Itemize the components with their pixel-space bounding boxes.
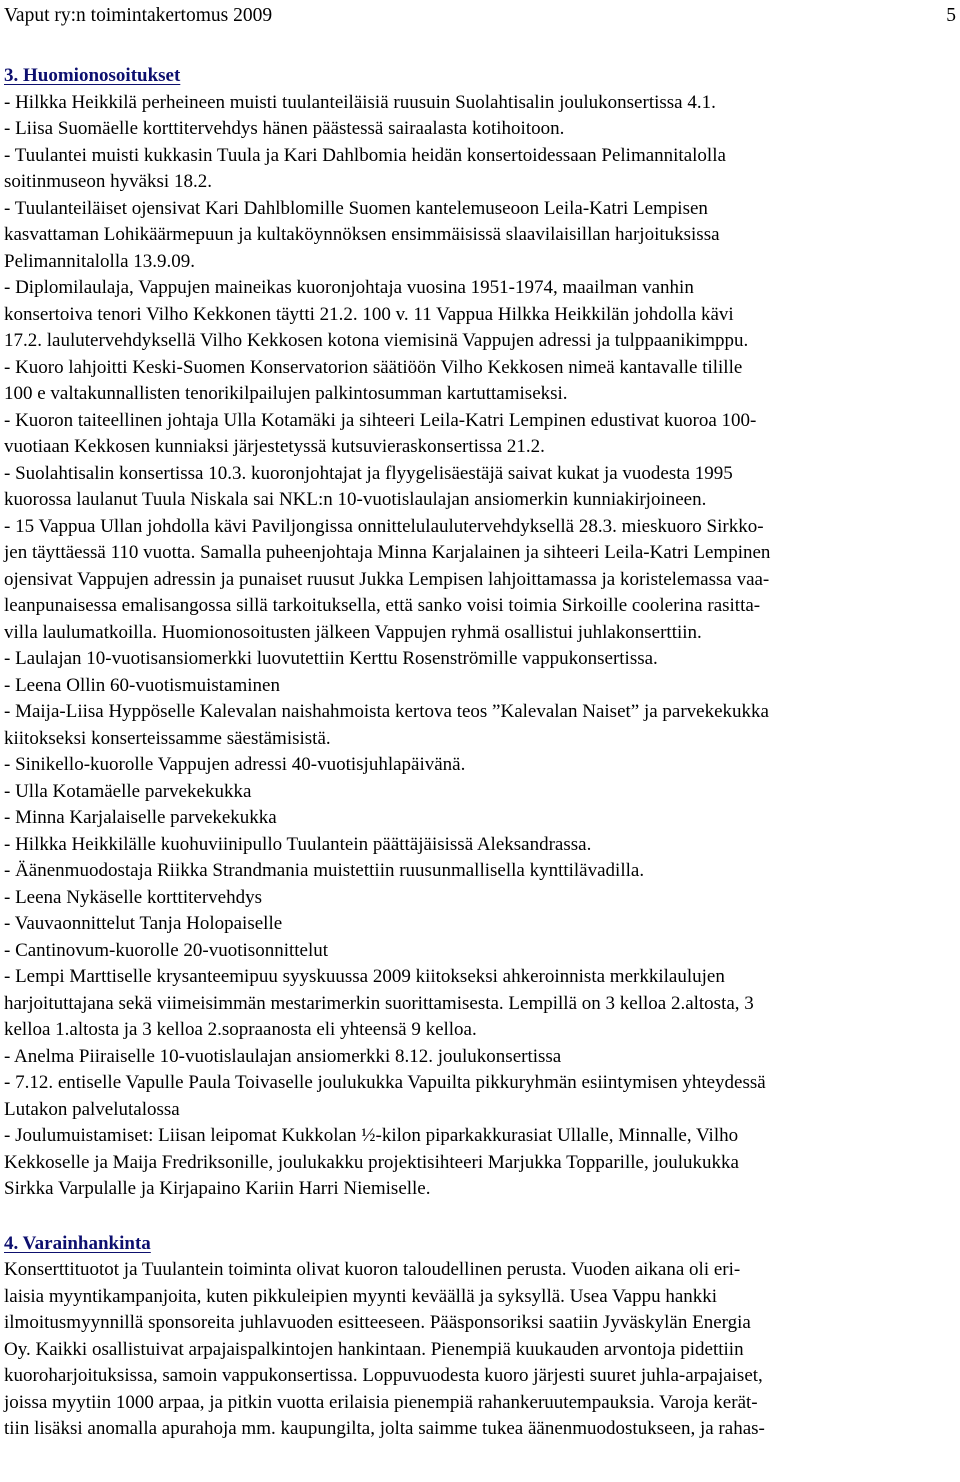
text-line: ojensivat Vappujen adressin ja punaiset ruusut Jukka Lempisen lahjoittamassa ja koristelemassa vaa- <box>4 568 770 590</box>
text-line: Oy. Kaikki osallistuivat arpajaispalkintojen hankintaan. Pienempiä kuukauden arvontoja pidettiin <box>4 1338 744 1360</box>
text-line: kiitokseksi konserteissamme säestämisistä. <box>4 727 331 749</box>
running-header <box>4 5 956 35</box>
document-body <box>4 63 958 1443</box>
text-line: soitinmuseon hyväksi 18.2. <box>4 171 212 192</box>
text-line: villa laulumatkoilla. Huomionosoitusten jälkeen Vappujen ryhmä osallistui juhlakonserttiin. <box>4 621 702 643</box>
text-line: - Hilkka Heikkilä perheineen muisti tuulanteiläisiä ruusuin Suolahtisalin joulukonsertissa 4.1. <box>4 91 716 113</box>
text-line: kuoroharjoituksissa, samoin vappukonsertissa. Loppuvuodesta kuoro järjesti suuret juhla-arpajaiset, <box>4 1365 763 1386</box>
section-huomionosoitukset <box>4 63 958 1203</box>
text-line: - 15 Vappua Ullan johdolla kävi Paviljongissa onnittelulaulutervehdyksellä 28.3. mieskuoro Sirkko- <box>4 515 764 537</box>
text-line: laisia myyntikampanjoita, kuten pikkuleipien myynti keväällä ja syksyllä. Usea Vappu hankki <box>4 1285 718 1307</box>
text-line: Kekkoselle ja Maija Fredriksonille, joulukakku projektisihteeri Marjukka Topparille, joulukukka <box>4 1151 739 1173</box>
text-line: - Diplomilaulaja, Vappujen maineikas kuoronjohtaja vuosina 1951-1974, maailman vanhin <box>4 277 694 298</box>
text-line: - Cantinovum-kuorolle 20-vuotisonnittelut <box>4 939 329 961</box>
text-line: - Lempi Marttiselle krysanteemipuu syyskuussa 2009 kiitokseksi ahkeroinnista merkkilaulujen <box>4 966 725 987</box>
text-line: - Leena Nykäselle korttitervehdys <box>4 886 262 908</box>
section-body <box>4 90 958 1203</box>
text-line: leanpunaisessa emalisangossa sillä tarkoituksella, että sanko voisi toimia Sirkoille coolerina rasitta- <box>4 595 761 616</box>
text-line: Konserttituotot ja Tuulantein toiminta olivat kuoron taloudellinen perusta. Vuoden aikana oli eri- <box>4 1259 741 1280</box>
text-line: ilmoitusmyynnillä sponsoreita juhlavuoden esitteeseen. Pääsponsoriksi saatiin Jyväskylän Energia <box>4 1312 751 1333</box>
text-line: - Ulla Kotamäelle parvekekukka <box>4 780 252 802</box>
text-line: jen täyttäessä 110 vuotta. Samalla puheenjohtaja Minna Karjalainen ja sihteeri Leila-Katri Lempinen <box>4 542 771 563</box>
text-line: konsertoiva tenori Vilho Kekkonen täytti 21.2. 100 v. 11 Vappua Hilkka Heikkilän johdolla kävi <box>4 303 734 325</box>
text-line: harjoituttajana sekä viimeisimmän mestarimerkin suorittamisesta. Lempillä on 3 kelloa 2.altosta, 3 <box>4 992 754 1014</box>
text-line: kelloa 1.altosta ja 3 kelloa 2.sopraanosta eli yhteensä 9 kelloa. <box>4 1019 477 1040</box>
text-line: - Äänenmuodostaja Riikka Strandmania muistettiin ruusunmallisella kynttilävadilla. <box>4 860 645 881</box>
text-line: - Joulumuistamiset: Liisan leipomat Kukkolan ½-kilon piparkakkurasiat Ullalle, Minnalle, Vilho <box>4 1125 739 1146</box>
section-heading: 3. Huomionosoitukset <box>4 65 181 86</box>
text-line: joissa myytiin 1000 arpaa, ja pitkin vuotta erilaisia pienempiä rahankeruutempauksia. Varoja kerät- <box>4 1391 758 1413</box>
text-line: - Leena Ollin 60-vuotismuistaminen <box>4 674 280 696</box>
section-spacer <box>4 1203 958 1231</box>
text-line: Pelimannitalolla 13.9.09. <box>4 250 196 272</box>
section-varainhankinta <box>4 1231 958 1443</box>
text-line: - Sinikello-kuorolle Vappujen adressi 40-vuotisjuhlapäivänä. <box>4 754 466 775</box>
section-heading: 4. Varainhankinta <box>4 1232 151 1254</box>
text-line: - Kuoron taiteellinen johtaja Ulla Kotamäki ja sihteeri Leila-Katri Lempinen edustivat kuoroa 100- <box>4 409 757 431</box>
text-line: - Tuulanteiläiset ojensivat Kari Dahlblomille Suomen kantelemuseoon Leila-Katri Lempisen <box>4 197 708 219</box>
text-line: - Anelma Piiraiselle 10-vuotislaulajan ansiomerkki 8.12. joulukonsertissa <box>4 1045 562 1067</box>
text-line: - Suolahtisalin konsertissa 10.3. kuoronjohtajat ja flyygelisäestäjä saivat kukat ja vuodesta 1995 <box>4 462 733 484</box>
text-line: Lutakon palvelutalossa <box>4 1098 180 1120</box>
text-line: - Tuulantei muisti kukkasin Tuula ja Kari Dahlbomia heidän konsertoidessaan Pelimannitalolla <box>4 144 726 166</box>
text-line: tiin lisäksi anomalla apurahoja mm. kaupungilta, jolta saimme tukea äänenmuodostukseen, ja rahas- <box>4 1418 765 1439</box>
text-line: - Hilkka Heikkilälle kuohuviinipullo Tuulantein päättäjäisissä Aleksandrassa. <box>4 833 592 855</box>
page-number: 5 <box>946 5 956 26</box>
text-line: - Kuoro lahjoitti Keski-Suomen Konservatorion säätiöön Vilho Kekkosen nimeä kantavalle tilille <box>4 356 743 378</box>
text-line: - Liisa Suomäelle korttitervehdys hänen päästessä sairaalasta kotihoitoon. <box>4 118 565 139</box>
text-line: Sirkka Varpulalle ja Kirjapaino Kariin Harri Niemiselle. <box>4 1178 431 1199</box>
text-line: - Minna Karjalaiselle parvekekukka <box>4 807 277 828</box>
text-line: kasvattaman Lohikäärmepuun ja kultaköynnöksen ensimmäisissä slaavilaisillan harjoituksissa <box>4 224 720 245</box>
text-line: vuotiaan Kekkosen kunniaksi järjestetyssä kutsuvieraskonsertissa 21.2. <box>4 436 545 457</box>
text-line: kuorossa laulanut Tuula Niskala sai NKL:n 10-vuotislaulajan ansiomerkin kunniakirjoineen. <box>4 489 707 510</box>
text-line: - Laulajan 10-vuotisansiomerkki luovutettiin Kerttu Rosenströmille vappukonsertissa. <box>4 648 658 669</box>
section-body <box>4 1257 958 1443</box>
text-line: 17.2. laulutervehdyksellä Vilho Kekkosen kotona viemisinä Vappujen adressi ja tulppaanikimppu. <box>4 330 749 351</box>
text-line: - Maija-Liisa Hyppöselle Kalevalan naishahmoista kertova teos ”Kalevalan Naiset” ja parvekekukka <box>4 701 769 722</box>
header-title: Vaput ry:n toimintakertomus 2009 <box>4 5 273 26</box>
text-line: - 7.12. entiselle Vapulle Paula Toivaselle joulukukka Vapuilta pikkuryhmän esiintymisen yhteydessä <box>4 1072 766 1093</box>
text-line: - Vauvaonnittelut Tanja Holopaiselle <box>4 913 283 934</box>
text-line: 100 e valtakunnallisten tenorikilpailujen palkintosumman kartuttamiseksi. <box>4 383 568 404</box>
